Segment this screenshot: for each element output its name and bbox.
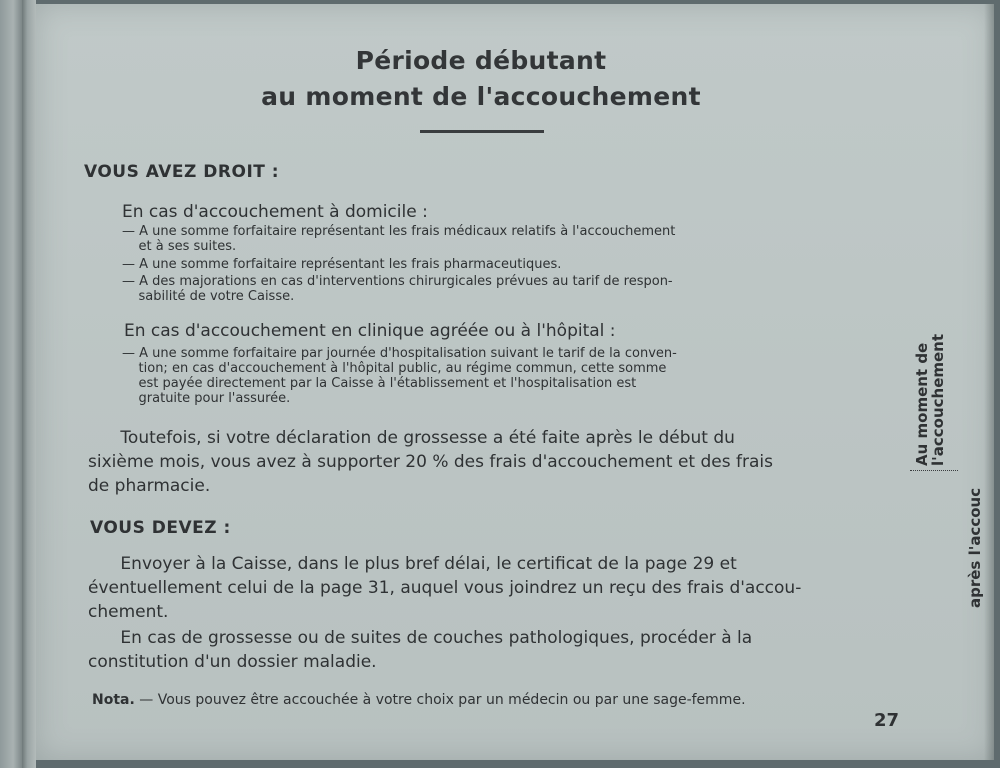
domicile-line: — A une somme forfaitaire représentant les frais pharmaceutiques. bbox=[122, 257, 562, 272]
domicile-line: sabilité de votre Caisse. bbox=[122, 289, 295, 304]
side-tab-apres: après l'accouc bbox=[966, 487, 984, 608]
label-clinique: En cas d'accouchement en clinique agréée ou à l'hôpital : bbox=[124, 321, 616, 341]
side-tab-line1: Au moment de bbox=[913, 342, 931, 466]
devez-para2-line: En cas de grossesse ou de suites de couches pathologiques, procéder à la bbox=[88, 628, 753, 648]
devez-para1-line: chement. bbox=[88, 602, 169, 622]
nota-label: Nota. bbox=[92, 692, 135, 708]
binding-fold bbox=[22, 0, 36, 768]
side-tab-line2: l'accouchement bbox=[929, 333, 947, 466]
devez-para1-line: Envoyer à la Caisse, dans le plus bref délai, le certificat de la page 29 et bbox=[88, 554, 737, 574]
title-underline bbox=[420, 130, 544, 133]
devez-para2-line: constitution d'un dossier maladie. bbox=[88, 652, 377, 672]
side-tab-accouchement bbox=[914, 334, 946, 466]
page-right-edge bbox=[984, 4, 994, 760]
heading-droit: VOUS AVEZ DROIT : bbox=[84, 162, 280, 182]
page-title-line1: Période débutant bbox=[355, 46, 607, 75]
nota-text: — Vous pouvez être accouchée à votre choix par un médecin ou par une sage-femme. bbox=[134, 692, 746, 708]
domicile-line: et à ses suites. bbox=[122, 239, 237, 254]
toutefois-line: Toutefois, si votre déclaration de grossesse a été faite après le début du bbox=[88, 428, 735, 448]
clinique-line: est payée directement par la Caisse à l'établissement et l'hospitalisation est bbox=[122, 376, 637, 391]
toutefois-line: sixième mois, vous avez à supporter 20 % des frais d'accouchement et des frais bbox=[88, 452, 773, 472]
clinique-line: — A une somme forfaitaire par journée d'hospitalisation suivant le tarif de la conven- bbox=[122, 346, 677, 361]
previous-page-edge bbox=[0, 0, 22, 768]
clinique-line: tion; en cas d'accouchement à l'hôpital public, au régime commun, cette somme bbox=[122, 361, 667, 376]
domicile-line: — A des majorations en cas d'interventions chirurgicales prévues au tarif de respon- bbox=[122, 274, 673, 289]
side-tab-divider bbox=[910, 470, 958, 471]
devez-para1-line: éventuellement celui de la page 31, auquel vous joindrez un reçu des frais d'accou- bbox=[88, 578, 802, 598]
page-title-line2: au moment de l'accouchement bbox=[261, 82, 701, 111]
label-domicile: En cas d'accouchement à domicile : bbox=[122, 202, 428, 222]
nota-line bbox=[92, 692, 746, 708]
clinique-line: gratuite pour l'assurée. bbox=[122, 391, 291, 406]
heading-devez: VOUS DEVEZ : bbox=[90, 518, 231, 538]
page-number: 27 bbox=[874, 710, 900, 731]
page bbox=[36, 4, 994, 760]
domicile-line: — A une somme forfaitaire représentant les frais médicaux relatifs à l'accouchement bbox=[122, 224, 676, 239]
toutefois-line: de pharmacie. bbox=[88, 476, 211, 496]
